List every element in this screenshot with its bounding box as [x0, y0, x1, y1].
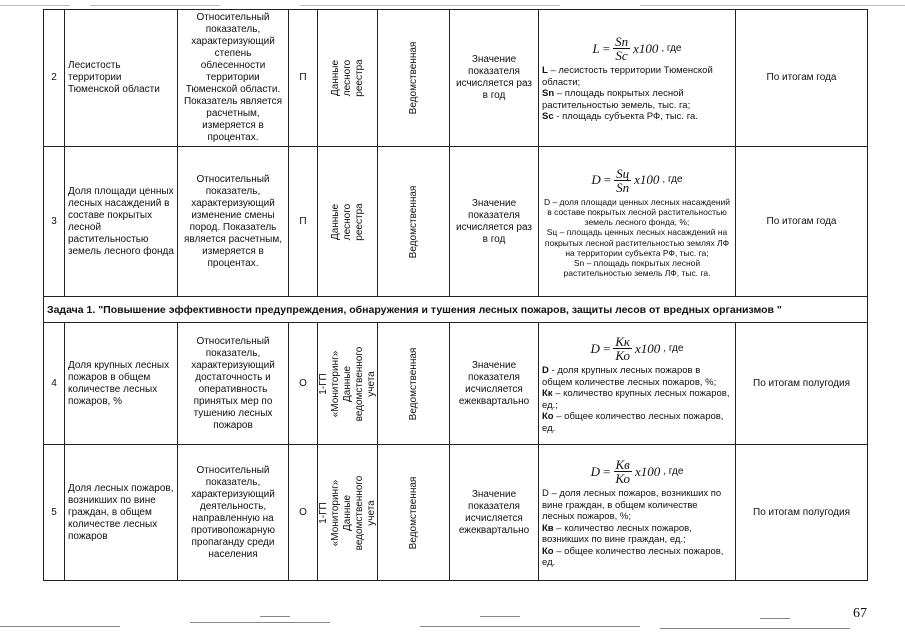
collection-method: Ведомственная [407, 41, 419, 115]
data-source-cell [318, 147, 378, 297]
data-source-cell [318, 10, 378, 147]
calc-frequency: Значение показателя исчисляется раз в год [450, 147, 539, 297]
indicator-definition: Относительный показатель, характеризующий деятельность, направленную на противопожарную пропаганду среди населения [178, 445, 289, 581]
table-row [44, 323, 868, 445]
row-number: 2 [44, 10, 65, 147]
data-source: 1-ГП «Мониторинг» Данные ведомственного учета [317, 346, 377, 421]
data-source-cell [318, 445, 378, 581]
reporting-period: По итогам года [736, 10, 868, 147]
calc-frequency: Значение показателя исчисляется ежеквартально [450, 323, 539, 445]
formula-cell [539, 445, 736, 581]
indicator-definition: Относительный показатель, характеризующий степень облесенности территории Тюменской области. Показатель является расчетным, измеряется в процентах. [178, 10, 289, 147]
calc-frequency: Значение показателя исчисляется раз в год [450, 10, 539, 147]
calc-frequency: Значение показателя исчисляется ежеквартально [450, 445, 539, 581]
row-number: 3 [44, 147, 65, 297]
formula-explanation: D – доля лесных пожаров, возникших по вине граждан, в общем количестве лесных пожаров, %; Кв – количество лесных пожаров, возникших по вине граждан, ед.; Ко – общее количество лесных пожаров, ед. [542, 488, 724, 569]
indicator-name: Доля крупных лесных пожаров в общем количестве лесных пожаров, % [65, 323, 178, 445]
indicator-type: О [289, 445, 318, 581]
formula-cell [539, 10, 736, 147]
formula: D = $\frac{Кв}{Ко}$ x100 , где [590, 457, 684, 487]
indicator-definition: Относительный показатель, характеризующий достаточность и оперативность принятых мер по тушению лесных пожаров [178, 323, 289, 445]
data-source-cell [318, 323, 378, 445]
indicator-type: О [289, 323, 318, 445]
top-edge-marks [0, 0, 905, 9]
collection-method: Ведомственная [407, 347, 419, 420]
indicator-definition: Относительный показатель, характеризующий изменение смены пород. Показатель является расчетным, измеряется в процентах. [178, 147, 289, 297]
formula: D = $\frac{Кк}{Ко}$ x100 , где [590, 334, 684, 363]
formula-explanation: D – доля площади ценных лесных насаждений в составе покрытых лесной растительностью земель лесного фонда, %; Sц – площадь ценных лесных насаждений на покрытых лесной растительностью землях ЛФ на территории субъекта РФ, тыс. га; Sn – площадь покрытых лесной растительностью земель ЛФ, тыс. га. [543, 196, 731, 279]
bottom-scan-marks [0, 608, 905, 640]
formula: L = $\frac{Sn}{Sc}$ x100 , где [592, 34, 682, 64]
row-number: 4 [44, 323, 65, 445]
task-title: Задача 1. "Повышение эффективности предупреждения, обнаружения и тушения лесных пожаров, защиты лесов от вредных организмов " [44, 297, 868, 323]
formula-explanation: L – лесистость территории Тюменской области; Sn – площадь покрытых лесной растительностью земель, тыс. га; Sc - площадь субъекта РФ, тыс. га. [542, 65, 713, 123]
reporting-period: По итогам полугодия [736, 323, 868, 445]
formula-cell [539, 147, 736, 297]
collection-method-cell [378, 147, 450, 297]
collection-method-cell [378, 323, 450, 445]
table-row [44, 147, 868, 297]
reporting-period: По итогам полугодия [736, 445, 868, 581]
collection-method: Ведомственная [407, 185, 419, 258]
indicator-name: Доля лесных пожаров, возникших по вине граждан, в общем количестве лесных пожаров [65, 445, 178, 581]
data-source: Данные лесного реестра [329, 202, 365, 241]
table-row [44, 10, 868, 147]
indicator-type: П [289, 147, 318, 297]
reporting-period: По итогам года [736, 147, 868, 297]
row-number: 5 [44, 445, 65, 581]
indicators-table [43, 9, 868, 581]
indicator-name: Лесистость территории Тюменской области [65, 10, 178, 147]
collection-method-cell [378, 445, 450, 581]
formula-explanation: D - доля крупных лесных пожаров в общем количестве лесных пожаров, %; Кк – количество крупных лесных пожаров, ед.; Ко – общее количество лесных пожаров, ед. [542, 365, 730, 434]
data-source: 1-ГП «Мониторинг» Данные ведомственного учета [317, 475, 377, 550]
formula: D = $\frac{Sц}{Sn}$ x100 , где [591, 165, 683, 195]
collection-method-cell [378, 10, 450, 147]
page-number: 67 [853, 606, 867, 621]
data-source: Данные лесного реестра [329, 59, 365, 97]
formula-cell [539, 323, 736, 445]
collection-method: Ведомственная [407, 476, 419, 549]
indicator-name: Доля площади ценных лесных насаждений в составе покрытых лесной растительностью земель лесного фонда [65, 147, 178, 297]
table-row [44, 445, 868, 581]
indicator-type: П [289, 10, 318, 147]
task-row [44, 297, 868, 323]
